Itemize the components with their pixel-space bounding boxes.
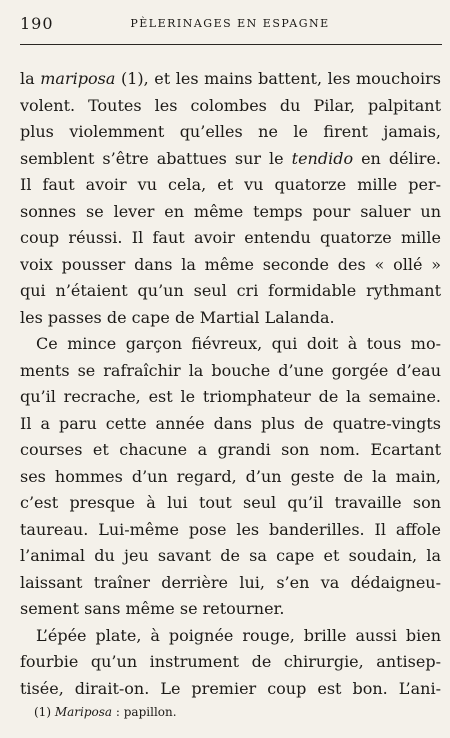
- text-line: L’épée plate, à poignée rouge, brille aussi bien: [36, 625, 441, 645]
- text-line: Il a paru cette année dans plus de quatre-vingts: [20, 413, 441, 433]
- header-rule: [20, 44, 442, 45]
- text-line: les passes de cape de Martial Lalanda.: [20, 307, 335, 327]
- text-line: voix pousser dans la même seconde des « ollé »: [20, 254, 441, 274]
- running-title: PÈLERINAGES EN ESPAGNE: [130, 17, 330, 30]
- text-line: sement sans même se retourner.: [20, 599, 285, 618]
- text-line: sonnes se lever en même temps pour saluer un: [20, 201, 441, 221]
- text-line: ses hommes d’un regard, d’un geste de la main,: [20, 466, 441, 486]
- text-line: Il faut avoir vu cela, et vu quatorze mille per-: [20, 175, 441, 194]
- footnote-term: Mariposa: [54, 705, 113, 719]
- text-line: Ce mince garçon fiévreux, qui doit à tous mo-: [36, 334, 441, 353]
- text-line: volent. Toutes les colombes du Pilar, palpitant: [20, 95, 441, 115]
- text-line: plus violemment qu’elles ne le firent jamais,: [20, 122, 441, 141]
- footnote: [34, 705, 177, 719]
- text-line: courses et chacune a grandi son nom. Ecartant: [20, 440, 441, 459]
- text-line: laissant traîner derrière lui, s’en va dédaigneu-: [20, 572, 441, 592]
- text-line: la mariposa (1), et les mains battent, les mouchoirs: [20, 69, 441, 88]
- page-header: [20, 14, 440, 36]
- text-line: ments se rafraîchir la bouche d’une gorgée d’eau: [20, 360, 441, 380]
- text-line: taureau. Lui-même pose les banderilles. Il affole: [20, 519, 441, 539]
- text-line: c’est presque à lui tout seul qu’il travaille son: [20, 493, 441, 512]
- page-number: 190: [20, 14, 54, 33]
- text-line: fourbie qu’un instrument de chirurgie, antisep-: [20, 652, 441, 671]
- footnote-marker: (1): [34, 705, 51, 719]
- text-line: qui n’étaient qu’un seul cri formidable rythmant: [20, 281, 441, 300]
- text-line: tisée, dirait-on. Le premier coup est bon. L’ani-: [20, 678, 441, 698]
- text-line: l’animal du jeu savant de sa cape et soudain, la: [20, 546, 441, 565]
- body-text: [20, 66, 441, 702]
- footnote-definition: : papillon.: [115, 705, 177, 719]
- text-line: semblent s’être abattues sur le tendido en délire.: [20, 148, 441, 168]
- text-line: coup réussi. Il faut avoir entendu quatorze mille: [20, 228, 441, 247]
- text-line: qu’il recrache, est le triomphateur de la semaine.: [20, 387, 441, 406]
